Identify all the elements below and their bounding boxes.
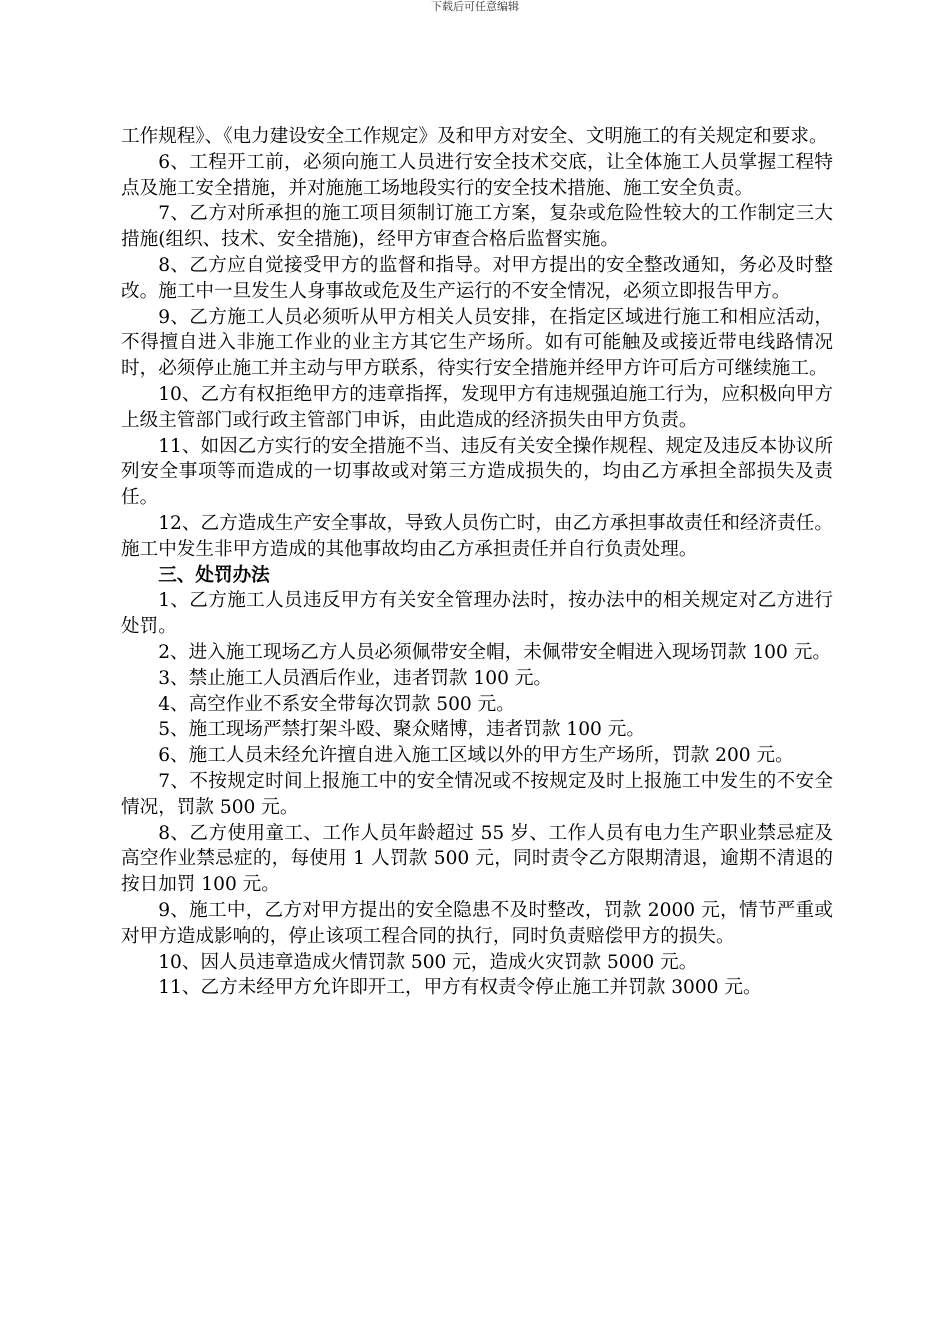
penalty-7: 7、不按规定时间上报施工中的安全情况或不按规定及时上报施工中发生的不安全情况，罚款 500 元。	[121, 770, 833, 818]
penalty-2: 2、进入施工现场乙方人员必须佩带安全帽，未佩带安全帽进入现场罚款 100 元。	[158, 641, 831, 663]
section-title-penalties: 三、处罚办法	[158, 564, 270, 586]
document-body	[121, 124, 833, 1001]
page-header: 下载后可任意编辑	[431, 0, 519, 13]
clause-10: 10、乙方有权拒绝甲方的违章指挥，发现甲方有违规强迫施工行为，应积极向甲方上级主管部门或行政主管部门申诉，由此造成的经济损失由甲方负责。	[121, 383, 833, 431]
clause-6: 6、工程开工前，必须向施工人员进行安全技术交底，让全体施工人员掌握工程特点及施工安全措施，并对施施工场地段实行的安全技术措施、施工安全负责。	[121, 151, 833, 199]
penalty-8: 8、乙方使用童工、工作人员年龄超过 55 岁、工作人员有电力生产职业禁忌症及高空作业禁忌症的，每使用 1 人罚款 500 元，同时责令乙方限期清退，逾期不清退的按日加罚 100 元。	[121, 822, 833, 896]
penalty-10: 10、因人员违章造成火情罚款 500 元，造成火灾罚款 5000 元。	[158, 951, 698, 973]
penalty-4: 4、高空作业不系安全带每次罚款 500 元。	[158, 693, 515, 715]
clause-11: 11、如因乙方实行的安全措施不当、违反有关安全操作规程、规定及违反本协议所列安全事项等而造成的一切事故或对第三方造成损失的，均由乙方承担全部损失及责任。	[121, 435, 833, 509]
clause-8: 8、乙方应自觉接受甲方的监督和指导。对甲方提出的安全整改通知，务必及时整改。施工中一旦发生人身事故或危及生产运行的不安全情况，必须立即报告甲方。	[121, 254, 833, 302]
penalty-5: 5、施工现场严禁打架斗殴、聚众赌博，违者罚款 100 元。	[158, 719, 645, 741]
paragraph-continuation: 工作规程》、《电力建设安全工作规定》及和甲方对安全、文明施工的有关规定和要求。	[121, 126, 828, 147]
penalty-9: 9、施工中，乙方对甲方提出的安全隐患不及时整改，罚款 2000 元，情节严重或对甲方造成影响的，停止该项工程合同的执行，同时负责赔偿甲方的损失。	[121, 899, 833, 947]
clause-9: 9、乙方施工人员必须听从甲方相关人员安排，在指定区域进行施工和相应活动，不得擅自进入非施工作业的业主方其它生产场所。如有可能触及或接近带电线路情况时，必须停止施工并主动与甲方联系，待实行安全措施并经甲方许可后方可继续施工。	[121, 306, 833, 380]
clause-12: 12、乙方造成生产安全事故，导致人员伤亡时，由乙方承担事故责任和经济责任。施工中发生非甲方造成的其他事故均由乙方承担责任并自行负责处理。	[121, 512, 833, 560]
clause-7: 7、乙方对所承担的施工项目须制订施工方案，复杂或危险性较大的工作制定三大措施(组织、技术、安全措施)，经甲方审查合格后监督实施。	[121, 203, 833, 251]
penalty-1: 1、乙方施工人员违反甲方有关安全管理办法时，按办法中的相关规定对乙方进行处罚。	[121, 590, 833, 638]
penalty-11: 11、乙方未经甲方允许即开工，甲方有权责令停止施工并罚款 3000 元。	[158, 977, 762, 999]
penalty-3: 3、禁止施工人员酒后作业，违者罚款 100 元。	[158, 667, 553, 689]
penalty-6: 6、施工人员未经允许擅自进入施工区域以外的甲方生产场所，罚款 200 元。	[158, 745, 794, 767]
